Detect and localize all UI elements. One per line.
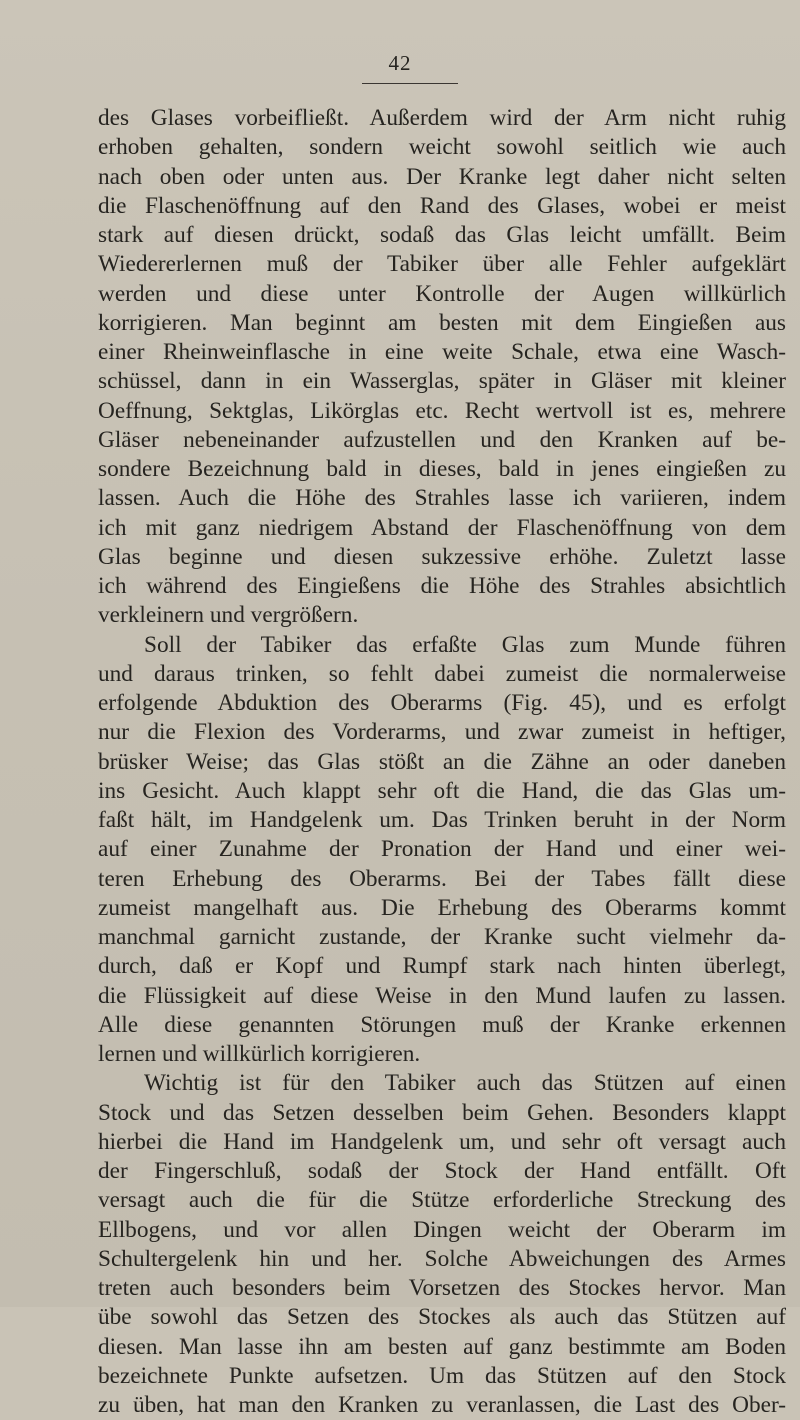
text-line: zumeist mangelhaft aus. Die Erhebung des Oberarms kommt bbox=[98, 894, 786, 921]
text-line: Wichtig ist für den Tabiker auch das Stützen auf einen bbox=[144, 1070, 786, 1097]
text-line: manchmal garnicht zustande, der Kranke sucht vielmehr da- bbox=[98, 924, 786, 950]
text-line: erhoben gehalten, sondern weicht sowohl seitlich wie auch bbox=[98, 134, 786, 161]
text-line: korrigieren. Man beginnt am besten mit dem Eingießen aus bbox=[98, 309, 786, 336]
body-text bbox=[98, 104, 786, 1420]
text-line: faßt hält, im Handgelenk um. Das Trinken beruht in der Norm bbox=[98, 807, 786, 833]
text-line: und daraus trinken, so fehlt dabei zumeist die normalerweise bbox=[98, 660, 786, 687]
text-line: erfolgende Abduktion des Oberarms (Fig. 45), und es erfolgt bbox=[98, 690, 786, 716]
text-line: auf einer Zunahme der Pronation der Hand und einer wei- bbox=[98, 836, 786, 863]
text-line: verkleinern und vergrößern. bbox=[98, 602, 359, 629]
text-line: der Fingerschluß, sodaß der Stock der Hand entfällt. Oft bbox=[98, 1158, 786, 1184]
text-line: einer Rheinweinflasche in eine weite Schale, etwa eine Wasch- bbox=[98, 339, 786, 365]
text-line: Glas beginne und diesen sukzessive erhöhe. Zuletzt lasse bbox=[98, 543, 786, 570]
text-line: brüsker Weise; das Glas stößt an die Zähne an oder daneben bbox=[98, 748, 786, 775]
header-rule bbox=[362, 83, 458, 84]
text-line: die Flaschenöffnung auf den Rand des Glases, wobei er meist bbox=[98, 192, 786, 219]
page-number: 42 bbox=[388, 51, 412, 75]
text-line: Soll der Tabiker das erfaßte Glas zum Munde führen bbox=[144, 631, 786, 658]
text-line: Alle diese genannten Störungen muß der Kranke erkennen bbox=[98, 1011, 786, 1038]
text-line: Schultergelenk hin und her. Solche Abweichungen des Armes bbox=[98, 1245, 786, 1272]
text-line: Oeffnung, Sektglas, Likörglas etc. Recht wertvoll ist es, mehrere bbox=[98, 397, 786, 424]
text-line: lernen und willkürlich korrigieren. bbox=[98, 1041, 421, 1067]
text-line: nach oben oder unten aus. Der Kranke legt daher nicht selten bbox=[98, 163, 786, 190]
text-line: des Glases vorbeifließt. Außerdem wird der Arm nicht ruhig bbox=[98, 105, 786, 131]
text-line: bezeichnete Punkte aufsetzen. Um das Stützen auf den Stock bbox=[98, 1362, 786, 1389]
text-line: Gläser nebeneinander aufzustellen und den Kranken auf be- bbox=[98, 426, 786, 453]
text-line: diesen. Man lasse ihn am besten auf ganz bestimmte am Boden bbox=[98, 1333, 786, 1360]
text-line: stark auf diesen drückt, sodaß das Glas leicht umfällt. Beim bbox=[98, 222, 786, 248]
text-line: lassen. Auch die Höhe des Strahles lasse ich variieren, indem bbox=[98, 485, 786, 512]
text-line: zu üben, hat man den Kranken zu veranlassen, die Last des Ober- bbox=[98, 1392, 786, 1418]
text-line: teren Erhebung des Oberarms. Bei der Tabes fällt diese bbox=[98, 865, 786, 892]
text-line: ins Gesicht. Auch klappt sehr oft die Hand, die das Glas um- bbox=[98, 777, 786, 804]
text-line: die Flüssigkeit auf diese Weise in den Mund laufen zu lassen. bbox=[98, 982, 786, 1009]
page-header bbox=[0, 52, 800, 75]
text-line: durch, daß er Kopf und Rumpf stark nach hinten überlegt, bbox=[98, 953, 786, 980]
text-line: hierbei die Hand im Handgelenk um, und sehr oft versagt auch bbox=[98, 1128, 786, 1155]
text-line: ich mit ganz niedrigem Abstand der Flaschenöffnung von dem bbox=[98, 514, 786, 541]
text-line: ich während des Eingießens die Höhe des Strahles absichtlich bbox=[98, 573, 786, 599]
text-line: nur die Flexion des Vorderarms, und zwar zumeist in heftiger, bbox=[98, 719, 786, 746]
text-line: treten auch besonders beim Vorsetzen des Stockes hervor. Man bbox=[98, 1275, 786, 1301]
text-line: Stock und das Setzen desselben beim Gehen. Besonders klappt bbox=[98, 1099, 786, 1126]
text-line: versagt auch die für die Stütze erforderliche Streckung des bbox=[98, 1187, 786, 1214]
text-line: sondere Bezeichnung bald in dieses, bald in jenes eingießen zu bbox=[98, 456, 786, 482]
text-line: übe sowohl das Setzen des Stockes als auch das Stützen auf bbox=[98, 1304, 786, 1331]
text-line: Wiedererlernen muß der Tabiker über alle Fehler aufgeklärt bbox=[98, 251, 786, 278]
text-line: werden und diese unter Kontrolle der Augen willkürlich bbox=[98, 280, 786, 307]
text-line: Ellbogens, und vor allen Dingen weicht der Oberarm im bbox=[98, 1216, 786, 1243]
text-line: schüssel, dann in ein Wasserglas, später in Gläser mit kleiner bbox=[98, 368, 786, 395]
